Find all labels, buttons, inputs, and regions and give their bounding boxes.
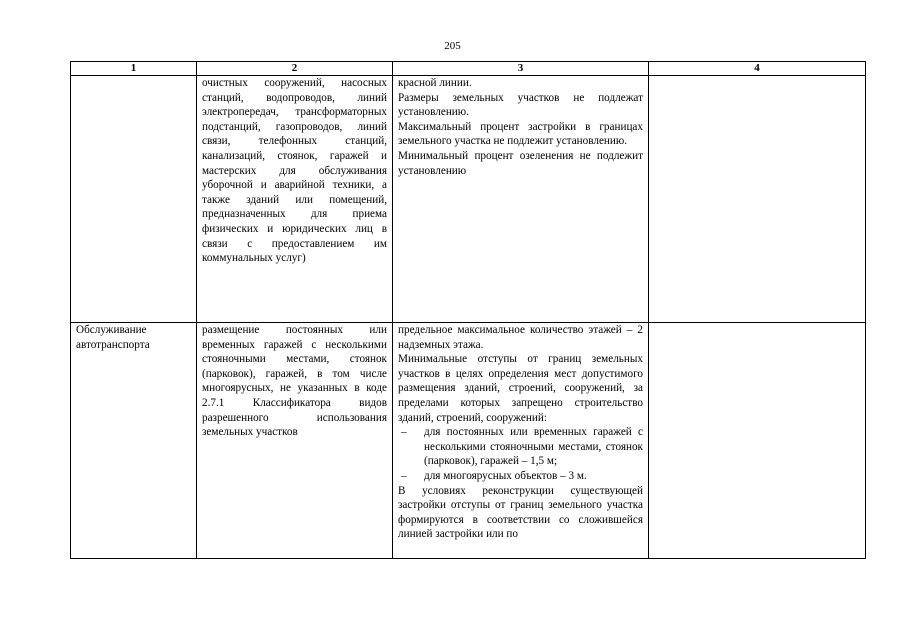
zoning-table xyxy=(70,61,866,559)
list-item: – для постоянных или временных гаражей с несколькими стояночными местами, стоянок (парковок), гаражей – 1,5 м; xyxy=(398,425,643,469)
table-row xyxy=(71,323,866,559)
row2-col3-par1: предельное максимальное количество этажей – 2 надземных этажа. xyxy=(398,324,643,351)
row1-col3 xyxy=(393,76,649,323)
row2-col3-list xyxy=(398,425,643,483)
row2-col3-tail: В условиях реконструкции существующей застройки отступы от границ земельного участка формируются в соответствии со сложившейся линией застройки или по xyxy=(398,484,643,541)
header-col-1: 1 xyxy=(71,62,197,76)
row2-col4 xyxy=(649,323,866,559)
header-col-2: 2 xyxy=(197,62,393,76)
row1-col2: очистных сооружений, насосных станций, водопроводов, линий электропередач, трансформаторных подстанций, газопроводов, линий связи, телефонных станций, канализаций, стоянок, гаражей и мастерских для обслуживания уборочной и аварийной техники, а также зданий или помещений, предназначенных для приема физических и юридических лиц в связи с предоставлением им коммунальных услуг) xyxy=(197,76,393,323)
row1-col1 xyxy=(71,76,197,323)
row1-col4 xyxy=(649,76,866,323)
row2-col3 xyxy=(393,323,649,559)
table-row xyxy=(71,76,866,323)
header-col-4: 4 xyxy=(649,62,866,76)
row1-col3-par3: Максимальный процент застройки в границах земельного участка не подлежит установлению. xyxy=(398,120,643,148)
table-header-row xyxy=(71,62,866,76)
row2-col3-par2: Минимальные отступы от границ земельных участков в целях определения мест допустимого размещения зданий, строений, сооружений, за пределами которых запрещено строительство зданий, строений, сооружений: xyxy=(398,353,643,424)
list-item: – для многоярусных объектов – 3 м. xyxy=(398,469,643,484)
row2-col2: размещение постоянных или временных гаражей с несколькими стояночными местами, стоянок (парковок), гаражей, в том числе многоярусных, не указанных в коде 2.7.1 Классификатора видов разрешенного использования земельных участков xyxy=(197,323,393,559)
row1-col3-par2: Размеры земельных участков не подлежат установлению. xyxy=(398,91,643,119)
row1-col3-par4: Минимальный процент озеленения не подлежит установлению xyxy=(398,149,643,177)
row1-col3-par1: красной линии. xyxy=(398,77,472,89)
row2-col1: Обслуживание автотранспорта xyxy=(71,323,197,559)
page-number: 205 xyxy=(444,40,461,52)
header-col-3: 3 xyxy=(393,62,649,76)
